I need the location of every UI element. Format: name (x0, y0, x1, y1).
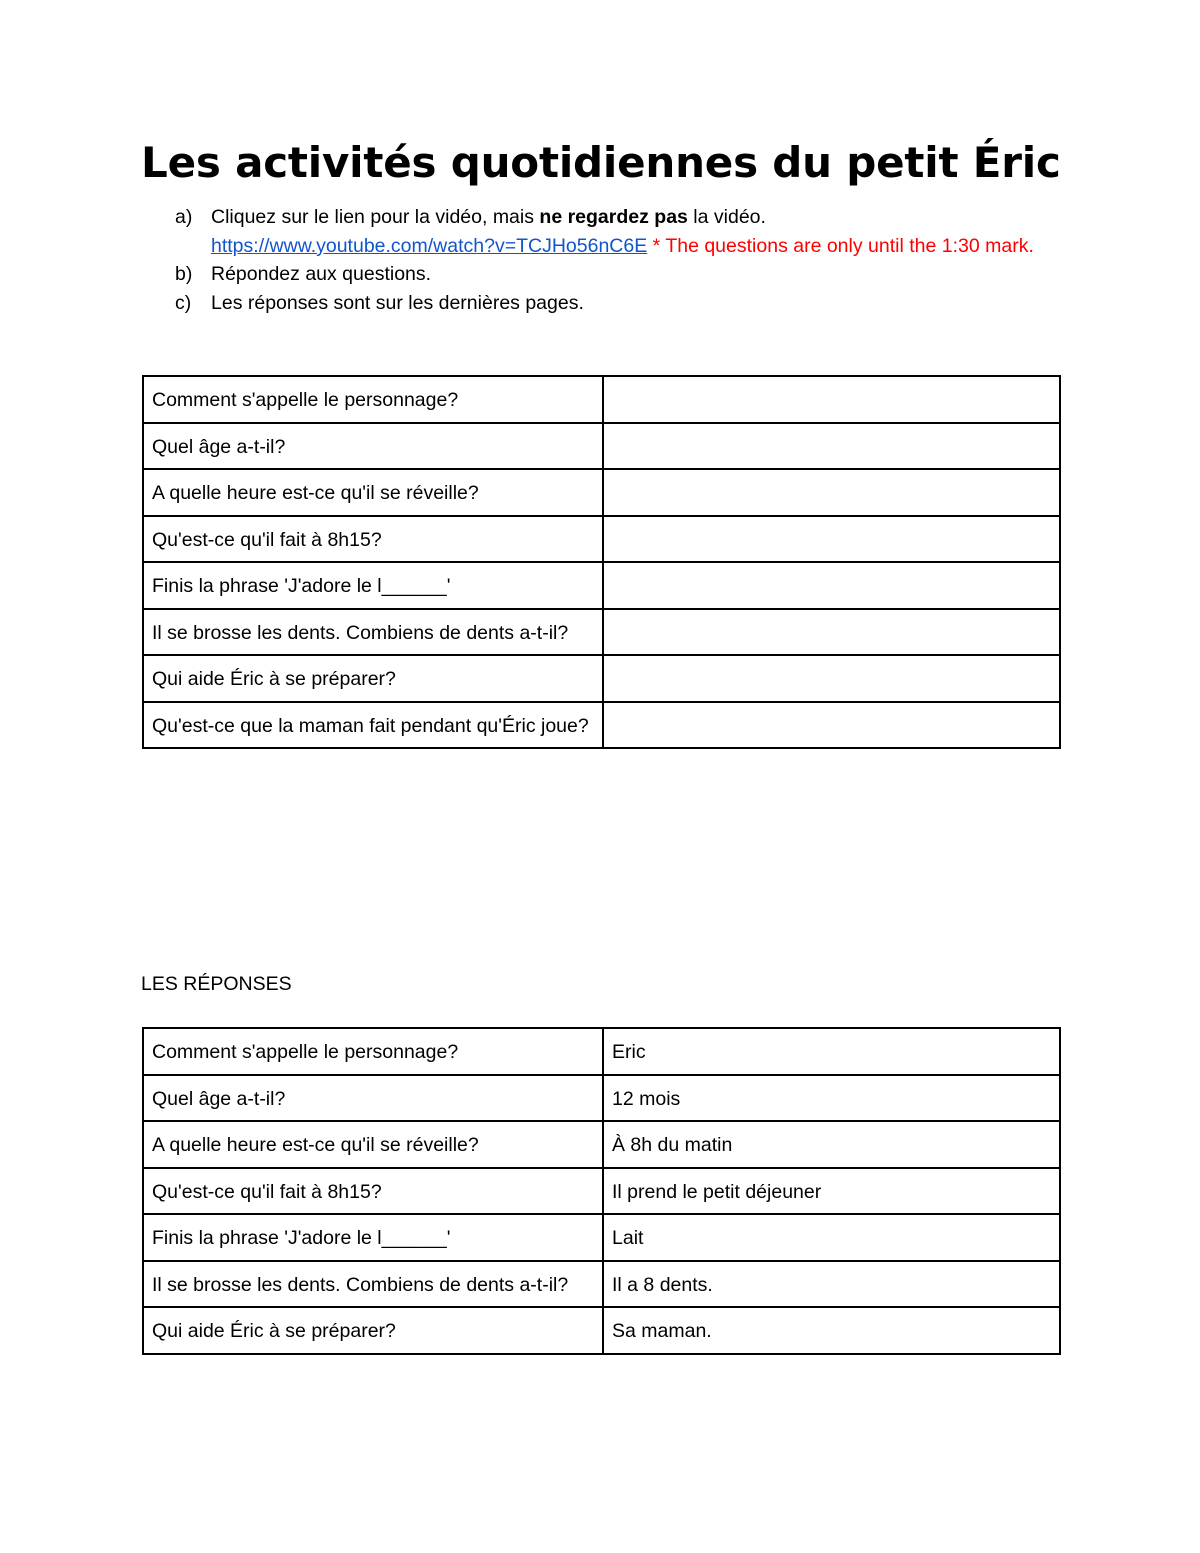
answer-cell[interactable] (603, 423, 1060, 470)
table-row (143, 1121, 1060, 1168)
question-cell: Il se brosse les dents. Combiens de dents a-t-il? (143, 609, 603, 656)
instruction-note: * The questions are only until the 1:30 mark. (647, 234, 1034, 257)
answer-cell[interactable] (603, 376, 1060, 423)
table-row (143, 469, 1060, 516)
answer-cell[interactable] (603, 609, 1060, 656)
question-cell: A quelle heure est-ce qu'il se réveille? (143, 1121, 603, 1168)
answer-cell[interactable] (603, 516, 1060, 563)
instruction-item-c (175, 289, 1055, 318)
answer-cell: 12 mois (603, 1075, 1060, 1122)
question-cell: Quel âge a-t-il? (143, 1075, 603, 1122)
instructions-list (175, 203, 1055, 317)
question-cell: Qui aide Éric à se préparer? (143, 655, 603, 702)
question-cell: Qu'est-ce que la maman fait pendant qu'Éric joue? (143, 702, 603, 749)
question-cell: Finis la phrase 'J'adore le l______' (143, 562, 603, 609)
answer-cell: Il prend le petit déjeuner (603, 1168, 1060, 1215)
questions-table (142, 375, 1061, 749)
question-cell: Il se brosse les dents. Combiens de dents a-t-il? (143, 1261, 603, 1308)
instruction-text: Répondez aux questions. (211, 263, 432, 285)
table-row (143, 423, 1060, 470)
page-title: Les activités quotidiennes du petit Éric (141, 138, 1061, 187)
question-cell: Comment s'appelle le personnage? (143, 376, 603, 423)
question-cell: Finis la phrase 'J'adore le l______' (143, 1214, 603, 1261)
answer-cell: Eric (603, 1028, 1060, 1075)
instruction-marker: b) (175, 263, 193, 285)
instruction-marker: c) (175, 291, 192, 314)
instruction-text: Les réponses sont sur les dernières pages. (211, 291, 584, 314)
question-cell: Quel âge a-t-il? (143, 423, 603, 470)
table-row (143, 1028, 1060, 1075)
table-row (143, 609, 1060, 656)
answer-cell: Sa maman. (603, 1307, 1060, 1354)
answers-table (142, 1027, 1061, 1355)
video-link[interactable]: https://www.youtube.com/watch?v=TCJHo56nC6E (211, 234, 648, 257)
table-row (143, 1214, 1060, 1261)
question-cell: A quelle heure est-ce qu'il se réveille? (143, 469, 603, 516)
table-row (143, 562, 1060, 609)
table-row (143, 655, 1060, 702)
instruction-item-b (175, 260, 1055, 289)
table-row (143, 1075, 1060, 1122)
answer-cell[interactable] (603, 469, 1060, 516)
answer-cell[interactable] (603, 562, 1060, 609)
table-row (143, 376, 1060, 423)
instruction-text: Cliquez sur le lien pour la vidéo, mais (211, 206, 540, 228)
answer-cell: À 8h du matin (603, 1121, 1060, 1168)
instruction-marker: a) (175, 206, 193, 228)
answer-cell[interactable] (603, 702, 1060, 749)
answer-cell: Il a 8 dents. (603, 1261, 1060, 1308)
question-cell: Comment s'appelle le personnage? (143, 1028, 603, 1075)
question-cell: Qui aide Éric à se préparer? (143, 1307, 603, 1354)
question-cell: Qu'est-ce qu'il fait à 8h15? (143, 516, 603, 563)
table-row (143, 516, 1060, 563)
answer-cell[interactable] (603, 655, 1060, 702)
question-cell: Qu'est-ce qu'il fait à 8h15? (143, 1168, 603, 1215)
table-row (143, 702, 1060, 749)
table-row (143, 1168, 1060, 1215)
instruction-text-after: la vidéo. (687, 206, 766, 228)
instruction-body (211, 203, 1055, 260)
table-row (143, 1261, 1060, 1308)
instruction-item-a (175, 203, 1055, 260)
answers-heading: LES RÉPONSES (141, 973, 292, 995)
table-row (143, 1307, 1060, 1354)
answer-cell: Lait (603, 1214, 1060, 1261)
instruction-bold-text: ne regardez pas (539, 206, 688, 228)
